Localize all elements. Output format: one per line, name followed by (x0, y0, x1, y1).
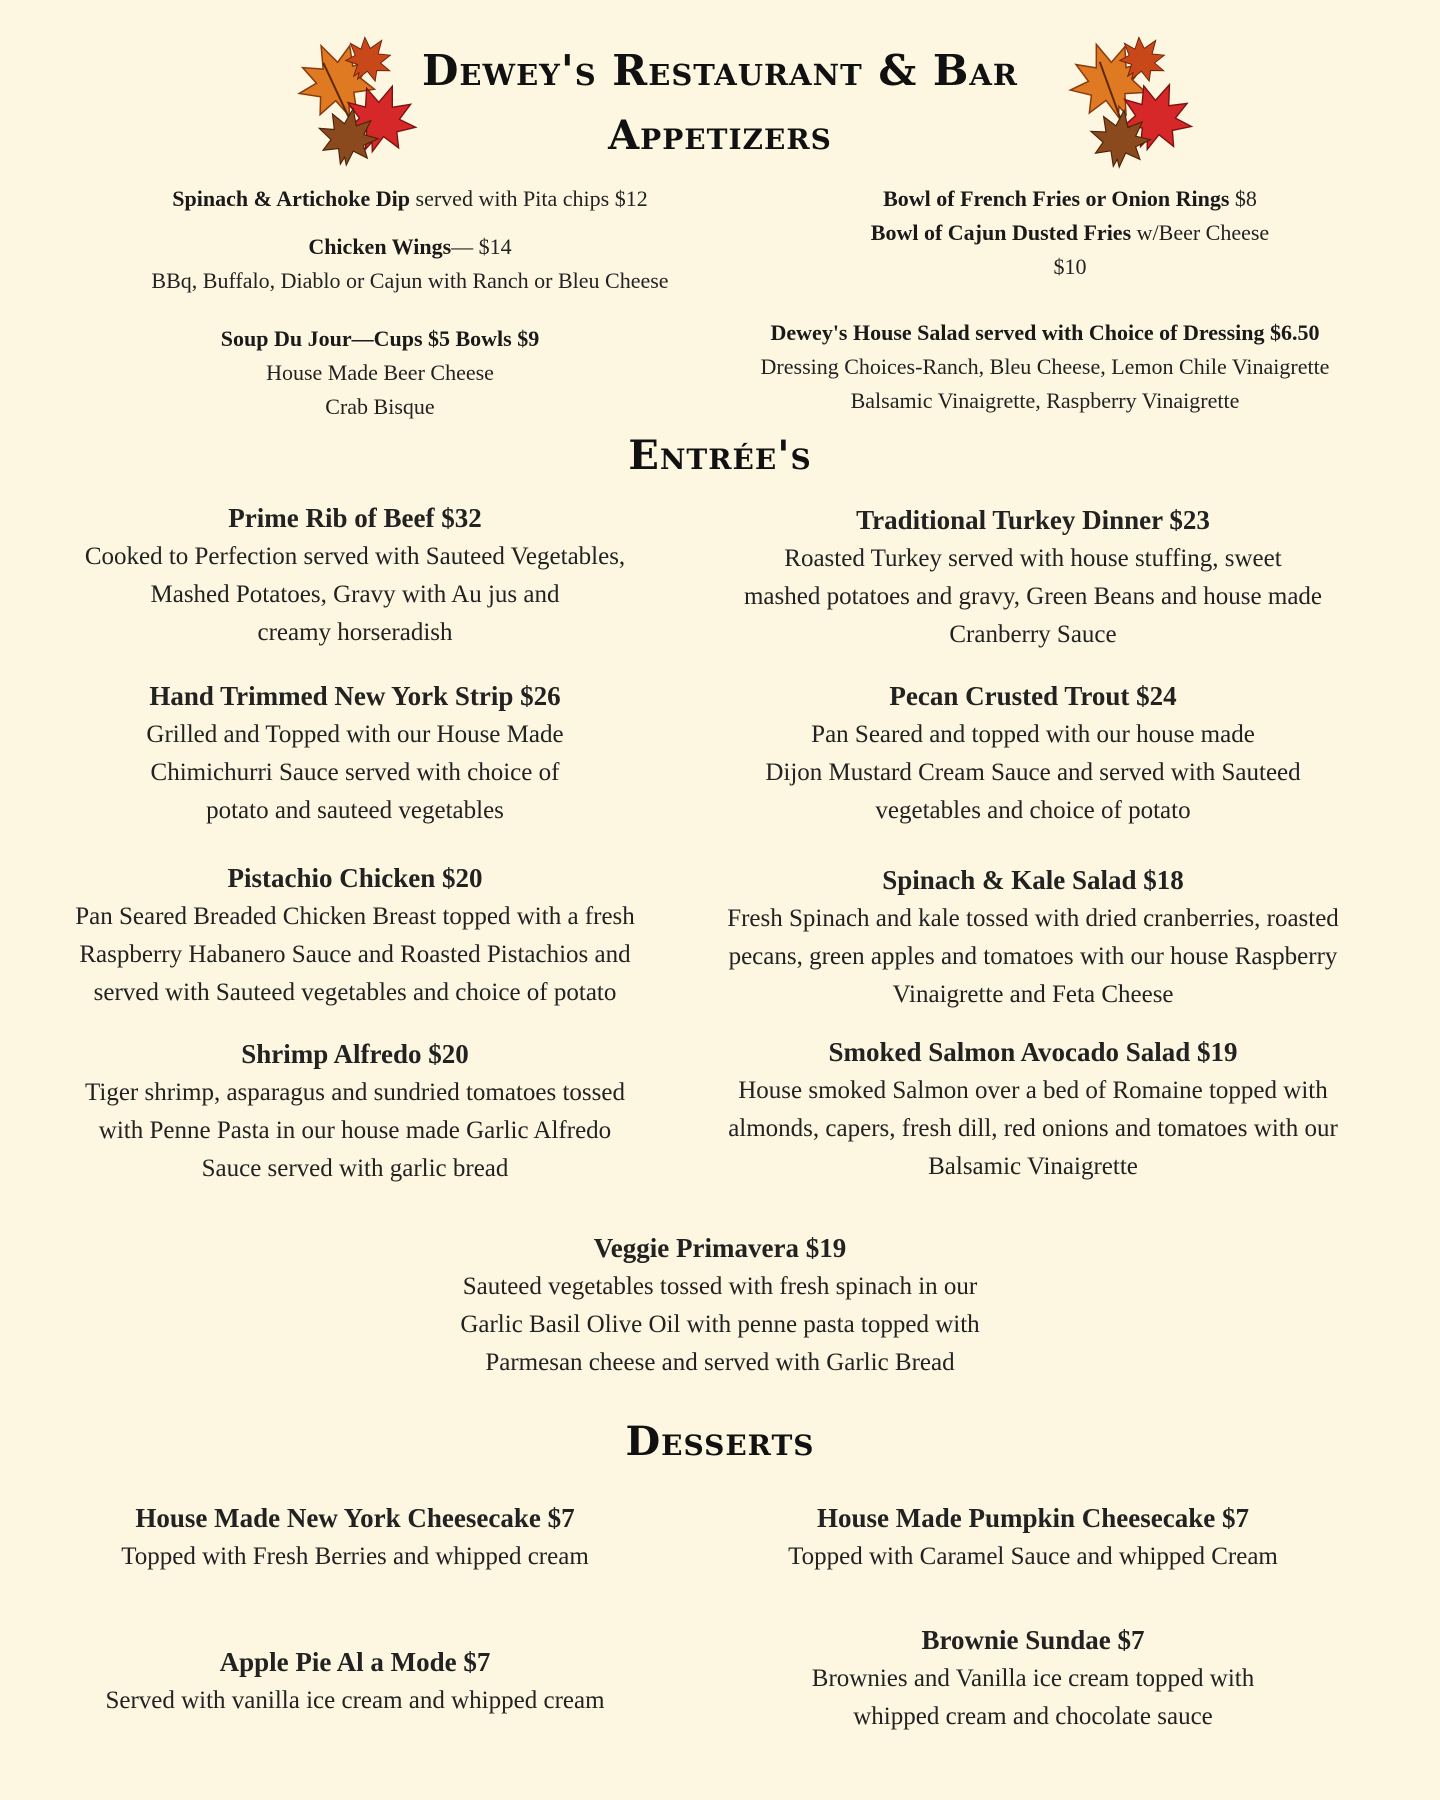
item-desc-1: Brownies and Vanilla ice cream topped with (811, 1665, 1255, 1692)
autumn-leaves-icon (1058, 30, 1208, 175)
entrees-title: Entrée's (628, 432, 812, 479)
item-desc-3: potato and sauteed vegetables (206, 797, 504, 824)
entree-veggie-primavera (370, 1228, 1070, 1382)
entree-ny-strip (30, 676, 680, 830)
item-desc-1: Served with vanilla ice cream and whipped cream (105, 1687, 605, 1714)
item-name: Brownie Sundae $7 (921, 1625, 1145, 1655)
entree-prime-rib (30, 498, 680, 652)
item-desc-3: Balsamic Vinaigrette (928, 1153, 1138, 1180)
item-name: Dewey's House Salad served with Choice of Dressing $6.50 (770, 320, 1320, 345)
entree-spinach-kale-salad (673, 860, 1393, 1014)
item-name: Prime Rib of Beef $32 (228, 503, 482, 533)
item-name: Apple Pie Al a Mode $7 (219, 1647, 491, 1677)
appetizer-cajun-fries (800, 216, 1340, 284)
item-desc-1: House smoked Salmon over a bed of Romaine topped with (738, 1077, 1328, 1104)
item-name: Bowl of French Fries or Onion Rings (883, 186, 1230, 211)
item-desc: w/Beer Cheese (1131, 220, 1270, 245)
item-desc-3: creamy horseradish (257, 619, 453, 646)
item-desc-2: almonds, capers, fresh dill, red onions and tomatoes with our (728, 1115, 1338, 1142)
appetizer-wings (110, 230, 710, 298)
item-desc-3: Vinaigrette and Feta Cheese (892, 981, 1174, 1008)
item-name: Shrimp Alfredo $20 (241, 1039, 469, 1069)
item-name: Traditional Turkey Dinner $23 (856, 505, 1210, 535)
appetizer-soup (110, 322, 650, 424)
item-desc-1: Dressing Choices-Ranch, Bleu Cheese, Lemon Chile Vinaigrette (760, 354, 1330, 379)
item-desc-2: Balsamic Vinaigrette, Raspberry Vinaigrette (850, 388, 1240, 413)
item-desc-2: pecans, green apples and tomatoes with our house Raspberry (728, 943, 1338, 970)
item-desc-2: Raspberry Habanero Sauce and Roasted Pistachios and (79, 941, 631, 968)
item-desc-2: with Penne Pasta in our house made Garlic Alfredo (98, 1117, 612, 1144)
entree-pistachio-chicken (30, 858, 680, 1012)
entree-shrimp-alfredo (30, 1034, 680, 1188)
item-name: Bowl of Cajun Dusted Fries (870, 220, 1132, 245)
appetizer-spinach-dip (110, 182, 710, 216)
item-desc-2: Crab Bisque (325, 394, 435, 419)
item-desc-3: served with Sauteed vegetables and choice of potato (93, 979, 617, 1006)
item-desc-1: Pan Seared Breaded Chicken Breast topped with a fresh (75, 903, 635, 930)
item-desc-1: Cooked to Perfection served with Sauteed Vegetables, (84, 543, 626, 570)
item-desc-2: Mashed Potatoes, Gravy with Au jus and (150, 581, 560, 608)
item-desc-2: whipped cream and chocolate sauce (853, 1703, 1213, 1730)
item-price: $8 (1229, 186, 1257, 211)
dessert-apple-pie (30, 1642, 680, 1720)
item-desc-1: Roasted Turkey served with house stuffing, sweet (784, 545, 1282, 572)
entree-turkey-dinner (683, 500, 1383, 654)
item-desc-1: Grilled and Topped with our House Made (146, 721, 564, 748)
item-desc-1: Sauteed vegetables tossed with fresh spinach in our (462, 1273, 978, 1300)
item-desc-2: Garlic Basil Olive Oil with penne pasta topped with (460, 1311, 980, 1338)
appetizer-house-salad (660, 316, 1430, 418)
restaurant-name: Dewey's Restaurant & Bar (421, 46, 1018, 95)
entree-pecan-trout (683, 676, 1383, 830)
item-name: Smoked Salmon Avocado Salad $19 (828, 1037, 1238, 1067)
item-desc-2: Chimichurri Sauce served with choice of (150, 759, 560, 786)
dessert-ny-cheesecake (30, 1498, 680, 1576)
item-name: House Made Pumpkin Cheesecake $7 (817, 1503, 1249, 1533)
item-desc-2: mashed potatoes and gravy, Green Beans and house made (743, 583, 1323, 610)
appetizers-title: Appetizers (608, 112, 832, 159)
item-desc-1: Pan Seared and topped with our house made (811, 721, 1255, 748)
item-name: Veggie Primavera $19 (593, 1233, 847, 1263)
item-price: — $14 (451, 234, 512, 259)
item-desc-3: Sauce served with garlic bread (201, 1155, 509, 1182)
item-desc-3: Cranberry Sauce (949, 621, 1117, 648)
item-desc-1: Topped with Fresh Berries and whipped cream (121, 1543, 589, 1570)
item-desc: BBq, Buffalo, Diablo or Cajun with Ranch or Bleu Cheese (151, 268, 669, 293)
item-desc-3: Parmesan cheese and served with Garlic Bread (485, 1349, 955, 1376)
item-desc-1: Tiger shrimp, asparagus and sundried tomatoes tossed (85, 1079, 625, 1106)
entree-smoked-salmon-salad (673, 1032, 1393, 1186)
item-name: Pistachio Chicken $20 (227, 863, 483, 893)
appetizer-fries (800, 182, 1340, 216)
item-desc-1: Fresh Spinach and kale tossed with dried cranberries, roasted (727, 905, 1339, 932)
desserts-title: Desserts (625, 1418, 815, 1465)
item-desc-1: Topped with Caramel Sauce and whipped Cream (788, 1543, 1278, 1570)
item-name: Spinach & Artichoke Dip (172, 186, 411, 211)
item-desc-3: vegetables and choice of potato (875, 797, 1191, 824)
item-desc: served with Pita chips $12 (410, 186, 648, 211)
item-name: Hand Trimmed New York Strip $26 (149, 681, 561, 711)
item-name: Soup Du Jour—Cups $5 Bowls $9 (220, 326, 540, 351)
item-desc-2: Dijon Mustard Cream Sauce and served with Sauteed (765, 759, 1301, 786)
item-name: House Made New York Cheesecake $7 (135, 1503, 575, 1533)
dessert-pumpkin-cheesecake (683, 1498, 1383, 1576)
item-name: Spinach & Kale Salad $18 (882, 865, 1184, 895)
item-desc-1: House Made Beer Cheese (266, 360, 494, 385)
item-price: $10 (1053, 254, 1087, 279)
item-name: Chicken Wings (308, 234, 452, 259)
item-name: Pecan Crusted Trout $24 (889, 681, 1177, 711)
dessert-brownie-sundae (683, 1620, 1383, 1736)
